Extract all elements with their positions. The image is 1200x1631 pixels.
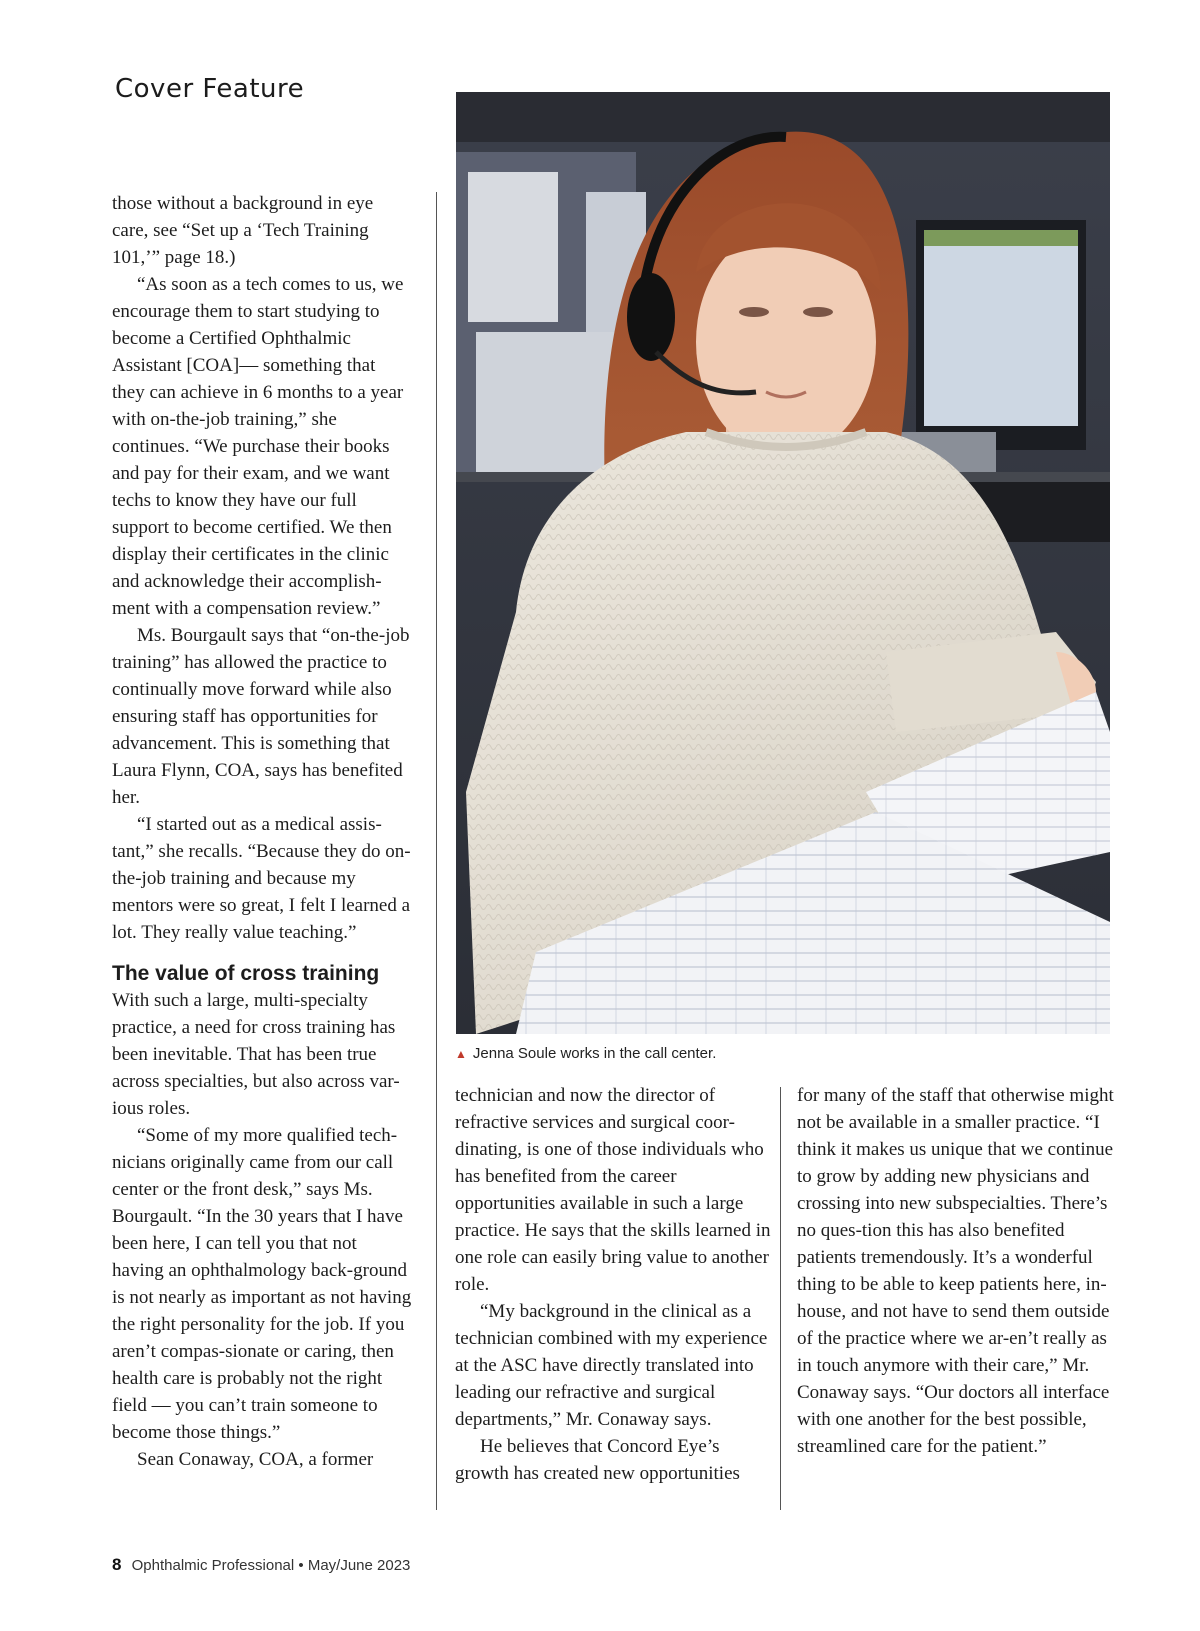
paragraph: “Some of my more qualified tech-nicians originally came from our call center or the front desk,” says Ms. Bourgault. “In the 30 years that I have been here, I can tell you that not having an ophthalmology back-ground is not nearly as important as not having the right personality for the job. If you aren’t compas-sionate or caring, then health care is probably not the right field — you can’t train someone to become those things.”: [112, 1125, 412, 1443]
text-column-1: [112, 190, 412, 1473]
photo-illustration: [456, 92, 1110, 1034]
paragraph: Sean Conaway, COA, a former: [137, 1449, 374, 1470]
subheading: The value of cross training: [112, 962, 380, 985]
feature-photo: [456, 92, 1110, 1034]
caption-triangle-icon: ▲: [455, 1047, 467, 1061]
paragraph: those without a background in eye care, see “Set up a ‘Tech Training 101,’” page 18.): [112, 193, 374, 268]
paragraph: Ms. Bourgault says that “on-the-job training” has allowed the practice to continually move forward while also ensuring staff has opportunities for advancement. This is something that Laura Flynn, COA, says has benefited her.: [112, 625, 410, 808]
paragraph: He believes that Concord Eye’s growth has created new opportunities: [455, 1436, 740, 1484]
page-number: 8: [112, 1555, 122, 1574]
paragraph: With such a large, multi-specialty practice, a need for cross training has been inevitable. That has been true across specialties, but also across var-ious roles.: [112, 990, 400, 1119]
paragraph: “As soon as a tech comes to us, we encourage them to start studying to become a Certified Ophthalmic Assistant [COA]— something that they can achieve in 6 months to a year with on-the-job training,” she continues. “We purchase their books and pay for their exam, and we want techs to know they have our full support to become certified. We then display their certificates in the clinic and acknowledge their accomplish-ment with a compensation review.”: [112, 274, 404, 619]
paragraph: “I started out as a medical assis-tant,” she recalls. “Because they do on-the-job training and because my mentors were so great, I felt I learned a lot. They really value teaching.”: [112, 814, 411, 943]
page-footer: [112, 1555, 410, 1575]
paragraph: for many of the staff that otherwise might not be available in a smaller practice. “I think it makes us unique that we continue to grow by adding new physicians and crossing into new subspecialties. There’s no ques-tion this has also benefited patients tremendously. It’s a wonderful thing to be able to keep patients here, in-house, and not have to send them outside of the practice where we ar-en’t really as in touch anymore with their care,” Mr. Conaway says. “Our doctors all interface with one another for the best possible, streamlined care for the patient.”: [797, 1085, 1114, 1457]
photo-caption: [455, 1045, 716, 1062]
section-label: Cover Feature: [115, 74, 305, 104]
column-divider-right: [780, 1087, 781, 1510]
paragraph: “My background in the clinical as a technician combined with my experience at the ASC have directly translated into leading our refractive and surgical departments,” Mr. Conaway says.: [455, 1301, 768, 1430]
text-column-2: [455, 1082, 773, 1487]
column-divider-left: [436, 192, 437, 1510]
caption-text: Jenna Soule works in the call center.: [472, 1045, 717, 1062]
footer-separator: •: [298, 1557, 304, 1574]
text-column-3: [797, 1082, 1115, 1460]
issue-date: May/June 2023: [307, 1557, 411, 1574]
publication-name: Ophthalmic Professional: [131, 1557, 295, 1574]
paragraph: technician and now the director of refractive services and surgical coor-dinating, is one of those individuals who has benefited from the career opportunities available in such a large practice. He says that the skills learned in one role can easily bring value to another role.: [455, 1085, 771, 1295]
